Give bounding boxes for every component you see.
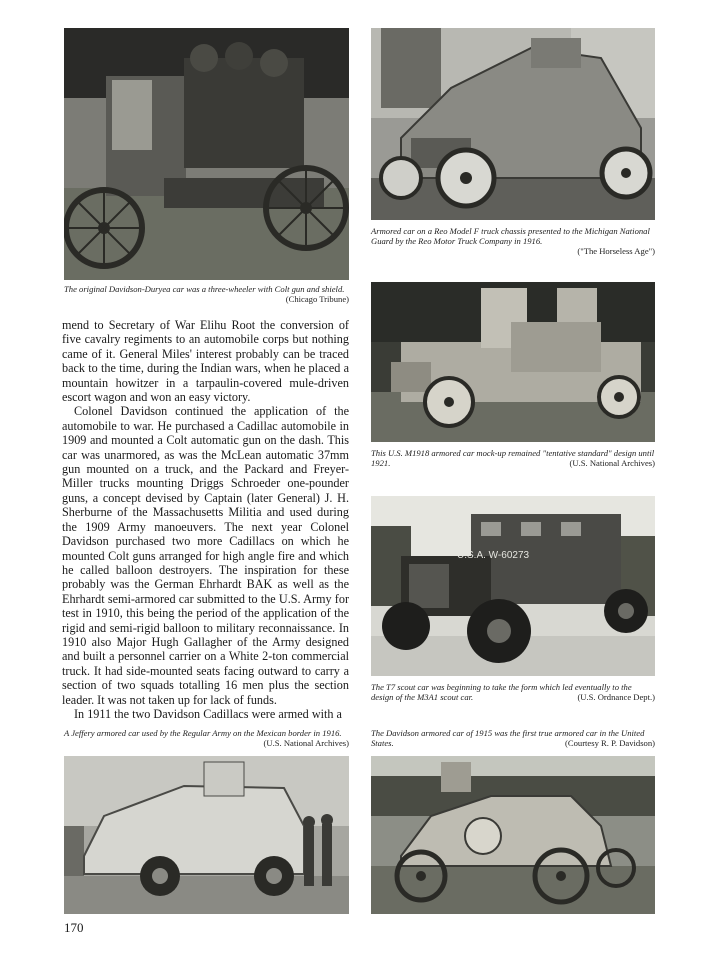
credit-t7: (U.S. Ordnance Dept.) <box>577 692 655 702</box>
photo-davidson-1915-car <box>371 756 655 914</box>
credit-jeffery: (U.S. National Archives) <box>263 738 349 748</box>
paragraph-1: mend to Secretary of War Elihu Root the conversion of five cavalry regiments to an automobile corps but nothing came of it. General Miles' interest probably can be traced back to the time, during the Indian wars, when he placed a mountain howitzer in a tarpaulin-covered mule-driven escort wagon and won an easy victory. <box>62 318 349 405</box>
caption-reo: Armored car on a Reo Model F truck chassis presented to the Michigan National Guard by the Reo Motor Truck Company in 1916. ("The Horseless Age") <box>371 226 655 256</box>
page-number: 170 <box>64 920 84 935</box>
photo-m1918-armored-car <box>371 282 655 442</box>
caption-jeffery: A Jeffery armored car used by the Regular Army on the Mexican border in 1916. (U.S. National Archives) <box>64 728 349 748</box>
credit-duryea: (Chicago Tribune) <box>285 294 349 304</box>
credit-davidson: (Courtesy R. P. Davidson) <box>565 738 655 748</box>
caption-m1918: This U.S. M1918 armored car mock-up remained "tentative standard" design until 1921. (U.S. National Archives) <box>371 448 655 468</box>
t7-plate-text: U.S.A. W-60273 <box>457 550 530 561</box>
caption-davidson-1915: The Davidson armored car of 1915 was the first true armored car in the United States. (Courtesy R. P. Davidson) <box>371 728 655 748</box>
credit-reo: ("The Horseless Age") <box>577 246 655 256</box>
caption-t7: The T7 scout car was beginning to take the form which led eventually to the design of the M3A1 scout car. (U.S. Ordnance Dept.) <box>371 682 655 702</box>
photo-jeffery-armored-car <box>64 756 349 914</box>
caption-davidson-duryea: The original Davidson-Duryea car was a three-wheeler with Colt gun and shield. (Chicago Tribune) <box>64 284 349 304</box>
photo-t7-scout-car <box>371 496 655 676</box>
photo-davidson-duryea-car <box>64 28 349 280</box>
article-body <box>62 318 349 721</box>
photo-reo-armored-car <box>371 28 655 220</box>
credit-m1918: (U.S. National Archives) <box>569 458 655 468</box>
paragraph-2: Colonel Davidson continued the application of the automobile to war. He purchased a Cadillac automobile in 1909 and mounted a Colt automatic gun on the dash. This car was unarmored, as was the McLean automatic 37mm gun mounted on a truck, and the Packard and Freyer-Miller trucks mounting Driggs Schroeder one-pounder guns, a concept devised by Captain (later General) J. H. Sherburne of the Massachusetts Militia and used during the 1909 Army manoeuvers. The next year Colonel Davidson purchased two more Cadillacs on which he mounted Colt guns arranged for high angle fire and which he called balloon destroyers. The inspiration for these probably was the German Ehrhardt BAK as well as the Ehrhardt semi-armored car submitted to the U.S. Army for test in 1910, this being the period of the application of the rigid and semi-rigid balloon to military reconnaissance. In 1910 also Major Hugh Gallagher of the Army designed and built a personnel carrier on a White 2-ton commercial truck. It had side-mounted seats facing outward to carry a section of two squads totalling 16 men plus the section leader. It was not taken up for lack of funds. <box>62 404 349 707</box>
paragraph-3: In 1911 the two Davidson Cadillacs were armed with a <box>74 706 342 721</box>
